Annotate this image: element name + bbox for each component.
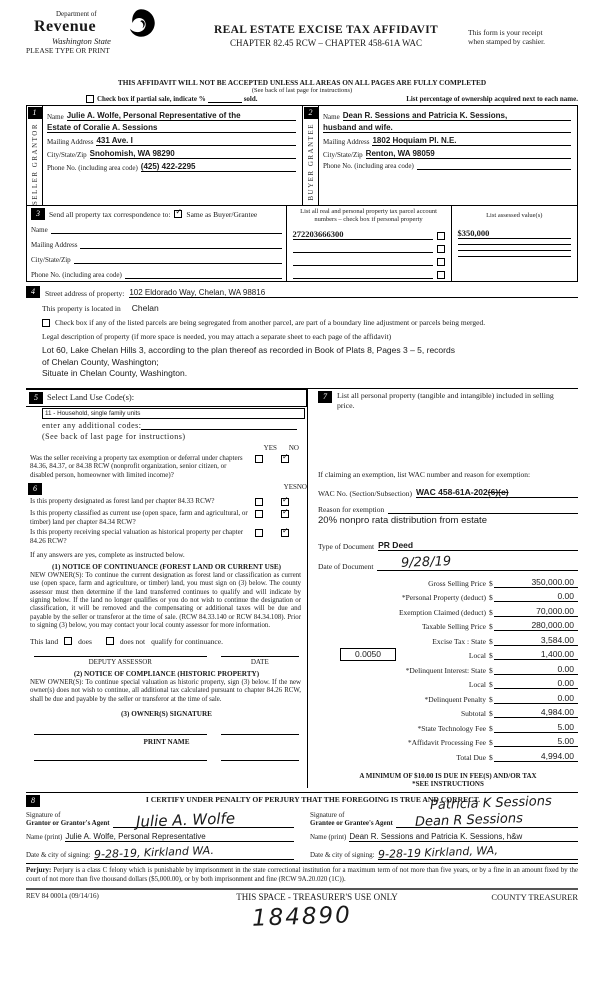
grantee-sig-label: Signature of Grantee or Grantee's Agent [310,810,393,828]
buyer-name-label: Name [323,113,340,121]
legal-description-field[interactable]: Lot 60, Lake Chelan Hills 3, according to the plan thereof as recorded in Book of Plats 8, Pages 3 – 5, records of Chelan County, Washington; Situate in Chelan County, Washington. [42,345,455,379]
certify-statement: I CERTIFY UNDER PENALTY OF PERJURY THAT THE FOREGOING IS TRUE AND CORRECT. [145,794,481,804]
treasurer-use-label: THIS SPACE - TREASURER'S USE ONLY [236,892,398,902]
section-3-number: 3 [31,208,45,220]
minimum-due-note: A MINIMUM OF $10.00 IS DUE IN FEE(S) AND/OR TAX [359,771,537,780]
street-address-label: Street address of property: [45,289,125,299]
buyer-side-label: BUYER GRANTEE [306,123,315,201]
print-name-line[interactable] [34,760,207,762]
seller-section [27,106,302,205]
excise-tax-local-field[interactable]: 1,400.00 [494,649,578,660]
notice-compliance-body: NEW OWNER(S): To continue special valuation as historic property, sign (3) below. If the new owner(s) does not wish to continue, all additional tax calculated pursuant to chapter 84.26 RCW, shall be due and payable by the seller or transferor at the time of sale. [30,678,301,703]
partial-sale-label: Check box if partial sale, indicate % [97,95,206,103]
personal-property-title: List all personal property (tangible and intangible) included in selling price. [337,390,554,411]
print-name-title: PRINT NAME [143,738,190,746]
segregated-checkbox[interactable] [42,319,50,327]
historic-property-question: Is this property receiving special valuation as historical property per chapter 84.26 RCW? [30,528,244,546]
buyer-section [302,106,577,205]
corr-phone-label: Phone No. (including area code) [31,271,122,280]
perjury-notice: Perjury: Perjury is a class C felony which is punishable by imprisonment in the state correctional institution for a maximum term of not more than five years, or by a fine in an amount fixed by the court of not more than five thousand dollars ($5,000.00), or by both imprisonment and fine (RCW 9A.20.020 (1C)). [26,867,578,884]
logo-state-text: Washington State [52,36,111,46]
section5-see-back: (See back of last page for instructions) [42,431,186,441]
parcel-number-field-3[interactable] [293,265,433,266]
s6-q3-yes-checkbox[interactable] [255,529,263,537]
corr-name-field[interactable] [51,233,282,234]
assessed-value-field-2[interactable] [458,244,572,245]
personal-property-checkbox-2[interactable] [437,245,445,253]
reason-exemption-value: 20% nonpro rata distribution from estate [318,514,487,526]
assessed-value-field-3[interactable] [458,250,572,251]
grantee-date-city-field[interactable]: 9-28-19 Kirkland, WA, [378,846,578,860]
buyer-city-label: City/State/Zip [323,151,363,159]
section-2-number: 2 [304,107,318,119]
forest-land-question: Is this property designated as forest land per chapter 84.33 RCW? [30,496,215,505]
owner-signature-line2[interactable] [221,734,299,736]
current-use-question: Is this property classified as current use (open space, farm and agricultural, or timber) land per chapter 84.34 RCW? [30,508,248,526]
s6-q1-yes-checkbox[interactable] [255,498,263,506]
date-of-document-field[interactable]: 9/28/19 [377,555,578,571]
grantor-date-label: Date & city of signing: [26,851,91,860]
fin-label: Total Due [456,752,486,762]
parcel-number-field-4[interactable] [293,278,433,279]
assessed-value-header: List assessed value(s) [486,212,543,220]
left-column [26,389,308,788]
seller-phone-field[interactable]: (425) 422-2295 [141,162,296,172]
section-6-number: 6 [28,483,42,495]
additional-codes-field[interactable] [141,429,297,430]
additional-codes-label: enter any additional codes: [42,420,142,430]
total-due-field[interactable]: 4,994.00 [494,751,578,762]
parcel-number-field[interactable]: 272203666300 [293,229,433,240]
seller-city-field[interactable]: Snohomish, WA 98290 [90,149,296,159]
acceptance-notice: THIS AFFIDAVIT WILL NOT BE ACCEPTED UNLESS ALL AREAS ON ALL PAGES ARE FULLY COMPLETED [117,78,487,87]
corr-phone-field[interactable] [125,278,282,279]
s6-q2-yes-checkbox[interactable] [255,510,263,518]
taxable-selling-price-field[interactable]: 280,000.00 [494,620,578,631]
grantee-signature-script-2: Dean R Sessions [414,810,524,830]
s5-q1-yes-checkbox[interactable] [255,455,263,463]
notice-continuance-body: NEW OWNER(S): To continue the current designation as forest land or classification as current use (open space, farm and agriculture, or timber) land, you must sign on (3) below. The county assessor must then determine if the land transferred continues to qualify and will indicate by signing below. If the land no longer qualifies or you do not wish to continue the designation or classification, it will be removed and the compensating or additional taxes will be due and payable by the seller or transferor at the time of sale. (RCW 84.33.140 or RCW 84.34.108). Prior to signing (3) below, you may contact your local county assessor for more information. [30,571,301,630]
grantor-date-city-field[interactable]: 9-28-19, Kirkland WA. [94,846,294,860]
no-header: NO [288,443,299,452]
partial-sale-percent-field[interactable] [208,102,242,103]
grantor-print-label: Name (print) [26,833,63,842]
affidavit-processing-fee-field[interactable]: 5.00 [494,736,578,747]
personal-property-checkbox-3[interactable] [437,258,445,266]
date-of-document-label: Date of Document [318,561,374,571]
grantor-signature-script: Julie A. Wolfe [135,808,236,831]
fin-label: Exemption Claimed (deduct) [398,607,486,617]
delinquent-penalty-field[interactable]: 0.00 [494,693,578,704]
excise-tax-state-field[interactable]: 3,584.00 [494,635,578,646]
does-label: does [78,636,92,646]
sold-label: sold. [243,95,258,103]
corr-mailing-label: Mailing Address [31,241,78,250]
s6-q3-no-checkbox[interactable]: ✓ [282,526,289,536]
wac-number-field[interactable]: WAC 458-61A-202(6)(c) [416,487,578,498]
fin-label: Subtotal [460,709,486,719]
section-3 [27,205,577,281]
section-4-number: 4 [26,286,40,298]
yes-header: YES [263,443,277,452]
if-any-yes-note: If any answers are yes, complete as instructed below. [30,549,185,559]
assessed-value-field-4[interactable] [458,256,572,257]
grantee-signature-script-1: Patricia K Sessions [429,793,552,813]
tax-correspondence-label: Send all property tax correspondence to: [49,209,171,219]
receipt-note: This form is your receipt when stamped by cashier. [468,28,546,46]
reason-exemption-label: Reason for exemption [318,504,385,514]
form-title: REAL ESTATE EXCISE TAX AFFIDAVIT [214,24,438,36]
seller-name-field-line2[interactable]: Estate of Coralie A. Sessions [47,123,296,133]
buyer-city-field[interactable]: Renton, WA 98059 [366,149,571,159]
ownership-note: List percentage of ownership acquired next to each name. [406,95,578,103]
right-column [308,389,578,788]
buyer-mailing-label: Mailing Address [323,138,370,146]
corr-mailing-field[interactable] [80,248,281,249]
corr-name-label: Name [31,226,48,235]
same-as-buyer-checkbox[interactable]: ✓ [175,207,183,217]
located-in-field[interactable]: Chelan [131,303,159,314]
see-instructions-note: *SEE INSTRUCTIONS [412,779,484,788]
fin-label: *Affidavit Processing Fee [407,738,486,748]
s5-q1-no-checkbox[interactable]: ✓ [282,451,289,461]
grantee-date-label: Date & city of signing: [310,851,375,860]
section-8 [26,792,578,865]
logo-dept-text: Department of [56,10,97,18]
s6-q1-no-checkbox[interactable]: ✓ [282,494,289,504]
this-land-label: This land [30,636,59,646]
fin-label: *Delinquent Penalty [424,694,486,704]
fin-label: Local [468,651,486,661]
wac-number-label: WAC No. (Section/Subsection) [318,488,412,498]
seller-mailing-field[interactable]: 431 Ave. I [96,136,296,146]
section-7-number: 7 [318,391,332,403]
seller-name-field[interactable]: Julie A. Wolfe, Personal Representative of the [67,111,296,121]
located-in-label: This property is located in [42,304,121,314]
corr-city-field[interactable] [74,263,282,264]
does-qualify-checkbox[interactable] [64,637,72,645]
exemption-intro: If claiming an exemption, list WAC number and reason for exemption: [318,469,531,479]
exemption-deferral-question: Was the seller receiving a property tax exemption or deferral under chapters 84.36, 84.37, or 84.38 RCW (nonprofit organization, senior citizen, or disabled person, homeowner with limited income)? [30,453,243,480]
street-address-field[interactable]: 102 Eldorado Way, Chelan, WA 98816 [129,288,578,298]
grantor-signature-block [26,809,294,861]
fin-label: *Delinquent Interest: State [405,665,486,675]
state-technology-fee-field[interactable]: 5.00 [494,722,578,733]
seller-phone-label: Phone No. (including area code) [47,164,138,172]
s6-yes-header: YES [283,482,297,491]
owner-signature-line[interactable] [34,734,207,736]
qualify-label: qualify for continuance. [151,636,223,646]
partial-sale-checkbox[interactable] [86,95,94,103]
personal-property-checkbox-1[interactable] [437,232,445,240]
fin-label: Gross Selling Price [428,578,486,588]
delinquent-interest-local-field[interactable]: 0.00 [494,678,578,689]
wac-struck-text: (6)(c) [487,486,509,497]
land-use-title: Select Land Use Code(s): [47,391,135,402]
buyer-mailing-field[interactable]: 1802 Hoquiam Pl. N.E. [372,136,571,146]
local-rate-box[interactable]: 0.0050 [340,648,396,661]
county-treasurer-label: COUNTY TREASURER [491,892,578,902]
fin-label: Excise Tax : State [432,636,486,646]
revenue-swirl-icon [126,8,156,38]
corr-city-label: City/State/Zip [31,256,71,265]
does-not-qualify-checkbox[interactable] [106,637,114,645]
gross-selling-price-field[interactable]: 350,000.00 [494,577,578,588]
notice-continuance-title: (1) NOTICE OF CONTINUANCE (FOREST LAND OR CURRENT USE) [51,562,282,571]
subtotal-field[interactable]: 4,984.00 [494,707,578,718]
grantee-print-label: Name (print) [310,833,347,842]
section-5-number: 5 [29,392,43,404]
dor-logo [34,10,184,46]
fin-label: *State Technology Fee [417,723,486,733]
notice-compliance-title: (2) NOTICE OF COMPLIANCE (HISTORIC PROPERTY) [73,669,260,678]
owners-signature-title: (3) OWNER(S) SIGNATURE [121,710,212,718]
fin-label: *Personal Property (deduct) [401,593,486,603]
please-type-note: PLEASE TYPE OR PRINT [26,46,110,55]
seller-name-label: Name [47,113,64,121]
s6-no-header: NO [296,482,307,491]
buyer-name-field[interactable]: Dean R. Sessions and Patricia K. Sessions, [343,111,571,121]
same-as-buyer-label: Same as Buyer/Grantee [186,209,258,219]
grantor-sig-label: Signature of Grantor or Grantor's Agent [26,810,110,828]
legal-description-label: Legal description of property (if more space is needed, you may attach a separate sheet to each page of the affidavit) [42,332,392,342]
parcel-number-field-2[interactable] [293,252,433,253]
section-1-number: 1 [28,107,42,119]
section-8-number: 8 [26,795,40,807]
grantor-print-name-field[interactable]: Julie A. Wolfe, Personal Representative [65,832,294,842]
type-of-document-field[interactable]: PR Deed [378,540,578,551]
fin-label: Taxable Selling Price [421,622,486,632]
does-not-label: does not [119,636,146,646]
form-header [26,6,578,78]
personal-property-deduct-field[interactable]: 0.00 [494,591,578,602]
buyer-phone-label: Phone No. (including area code) [323,162,414,170]
fin-label: Local [468,680,486,690]
deputy-assessor-line[interactable]: DEPUTY ASSESSOR [34,656,207,666]
treasurer-stamp-number: 184890 [251,902,353,932]
parcel-numbers-header: List all real and personal property tax parcel account numbers – check box if personal property [300,208,437,223]
assessor-date-line[interactable]: DATE [221,656,299,666]
seller-city-label: City/State/Zip [47,151,87,159]
personal-property-checkbox-4[interactable] [437,271,445,279]
assessed-value-field[interactable]: $350,000 [458,228,572,239]
buyer-name-field-line2[interactable]: husband and wife. [323,123,571,133]
logo-revenue-text: Revenue [34,18,97,35]
see-back-note: (See back of last page for instructions) [251,87,353,94]
section-4 [26,282,578,381]
delinquent-interest-state-field[interactable]: 0.00 [494,664,578,675]
reason-exemption-field[interactable] [388,513,578,514]
seller-mailing-label: Mailing Address [47,138,94,146]
land-use-code-select[interactable]: 11 - Household, single family units [42,408,305,419]
type-of-document-label: Type of Document [318,541,375,551]
seller-side-label: SELLER GRANTOR [30,123,39,206]
print-name-line2[interactable] [221,760,299,762]
form-subtitle: CHAPTER 82.45 RCW – CHAPTER 458-61A WAC [230,38,422,48]
rev-form-number: REV 84 0001a (09/14/16) [26,892,99,900]
segregated-label: Check box if any of the listed parcels are being segregated from another parcel, are part of a boundary line adjustment or parcels being merged. [55,318,486,328]
s6-q2-no-checkbox[interactable]: ✓ [282,506,289,516]
buyer-phone-field[interactable] [417,169,571,170]
fee-calculation: Gross Selling Price $ 350,000.00 *Personal Property (deduct) $ 0.00 Exemption Claimed (deduct) $ 70,000.00 Taxable Selling Price $ 280,000.00 Excise Tax : State $ 3,584.00 0.0050 Local $ 1,400.00 *Delinquent Interest: State $ 0.00 Local $ 0.00 *Delinquent Penalty $ 0.00 Subtotal $ 4,984.00 *State Technology Fee $ 5.00 *Affidavit Processing Fee $ 5.00 Total Due $ 4,994.00 [318,577,578,762]
grantee-print-name-field[interactable]: Dean R. Sessions and Patricia K. Sessions, h&w [349,832,578,842]
exemption-claimed-field[interactable]: 70,000.00 [494,606,578,617]
